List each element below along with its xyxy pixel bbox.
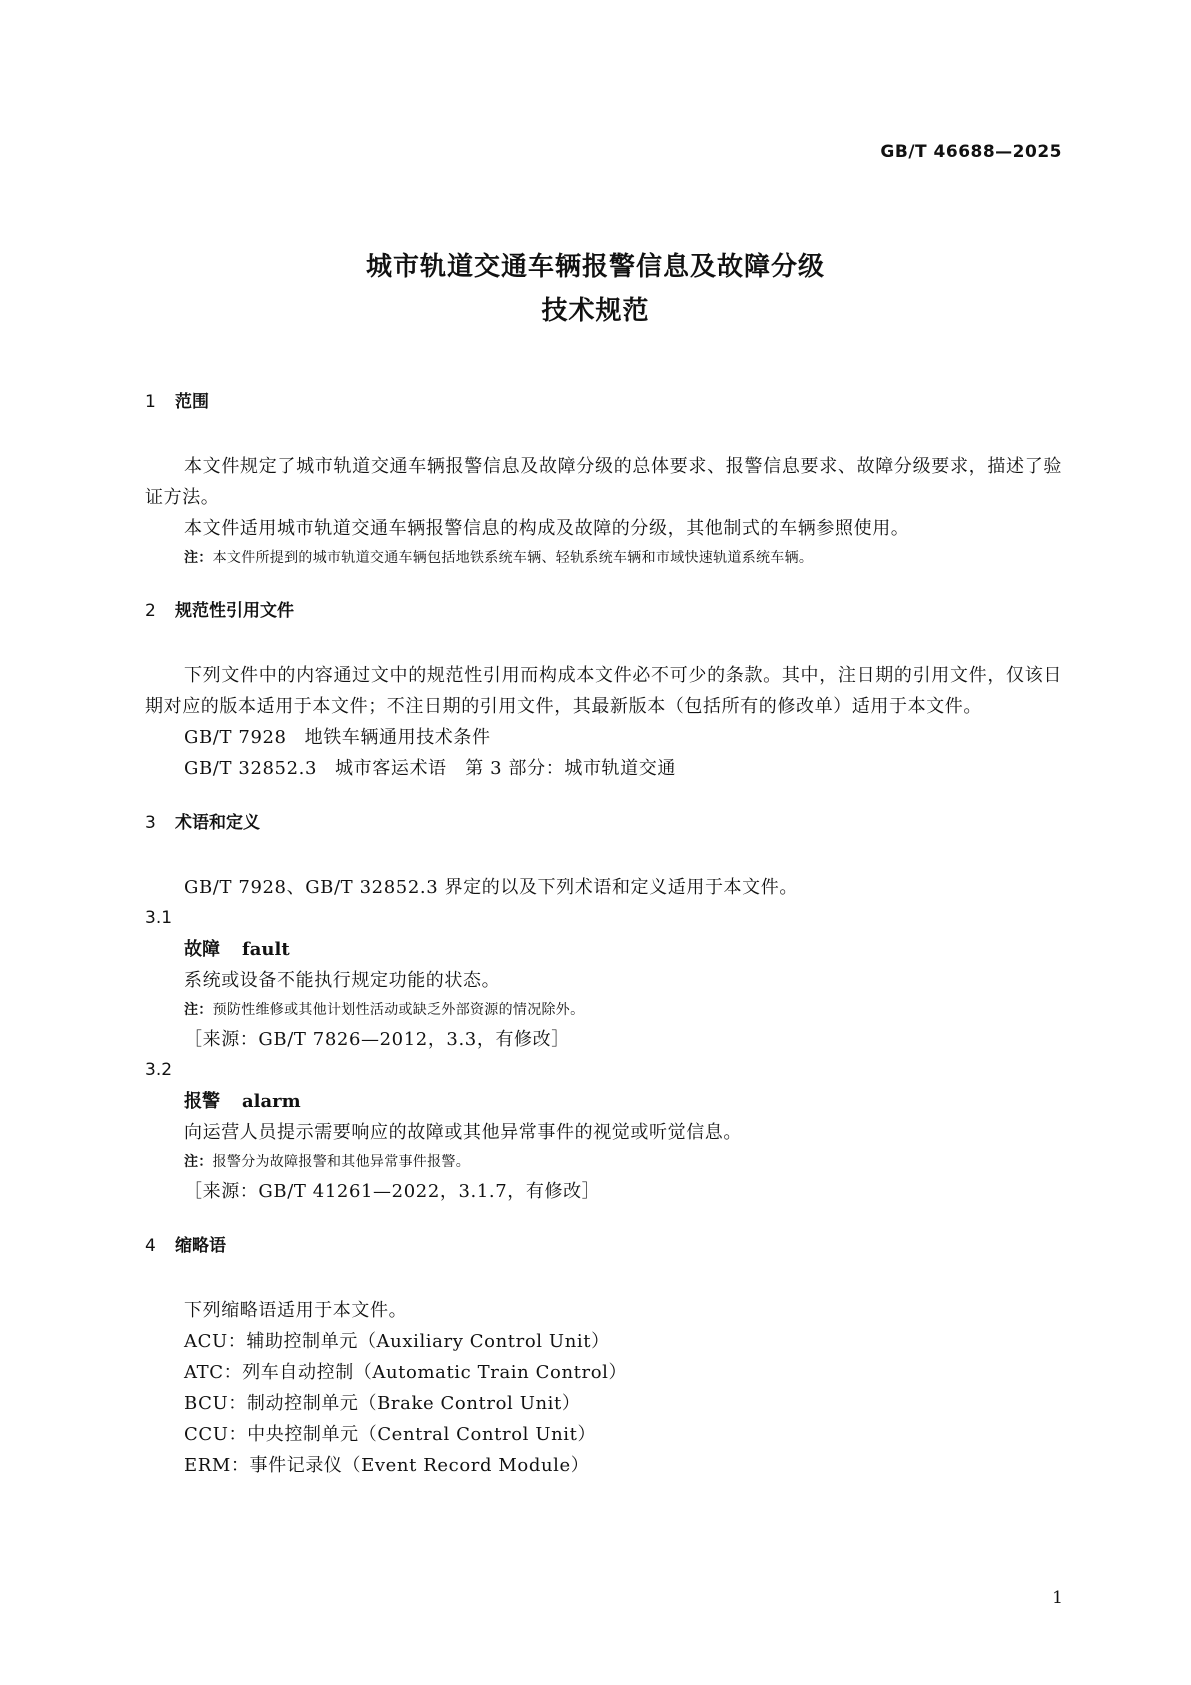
section-title: 术语和定义 (175, 813, 260, 833)
abbreviation-item: ACU：辅助控制单元（Auxiliary Control Unit） (184, 1331, 610, 1352)
note-text: 报警分为故障报警和其他异常事件报警。 (212, 1154, 471, 1170)
term-number: 3.1 (145, 908, 173, 928)
paragraph: GB/T 7928、GB/T 32852.3 界定的以及下列术语和定义适用于本文件。 (184, 877, 798, 898)
reference-code: GB/T 7928 (184, 727, 287, 748)
abbreviation-item: ERM：事件记录仪（Event Record Module） (184, 1455, 590, 1476)
paragraph: 下列文件中的内容通过文中的规范性引用而构成本文件必不可少的条款。其中，注日期的引用文件，仅该日期对应的版本适用于本文件；不注日期的引用文件，其最新版本（包括所有的修改单）适用于本文件。 (145, 665, 1062, 717)
section-number: 4 (145, 1236, 156, 1256)
note (145, 544, 1062, 572)
reference-title: 地铁车辆通用技术条件 (304, 727, 491, 748)
term-en: fault (242, 939, 290, 960)
paragraph: 下列缩略语适用于本文件。 (184, 1300, 408, 1321)
term-en: alarm (242, 1091, 301, 1112)
term-source: ［来源：GB/T 41261—2022，3.1.7，有修改］ (184, 1181, 601, 1202)
section-number: 1 (145, 392, 156, 412)
term-zh: 故障 (184, 939, 220, 960)
section-title: 缩略语 (175, 1236, 226, 1256)
document-title-line2: 技术规范 (541, 296, 650, 326)
term-number: 3.2 (145, 1060, 173, 1080)
note-text: 本文件所提到的城市轨道交通车辆包括地铁系统车辆、轻轨系统车辆和市域快速轨道系统车辆。 (212, 550, 814, 566)
reference-item (145, 753, 1062, 784)
section-heading-normative-references (145, 594, 1062, 628)
term-zh: 报警 (184, 1091, 220, 1112)
section-number: 3 (145, 813, 156, 833)
term-entry (145, 1086, 1062, 1117)
standard-code: GB/T 46688—2025 (880, 142, 1062, 162)
document-body (145, 385, 1062, 1481)
note-label: 注： (184, 550, 213, 566)
abbreviation-item: CCU：中央控制单元（Central Control Unit） (184, 1424, 597, 1445)
term-entry (145, 934, 1062, 965)
note-label: 注： (184, 1154, 213, 1170)
paragraph: 本文件规定了城市轨道交通车辆报警信息及故障分级的总体要求、报警信息要求、故障分级要求，描述了验证方法。 (145, 456, 1062, 508)
paragraph: 本文件适用城市轨道交通车辆报警信息的构成及故障的分级，其他制式的车辆参照使用。 (184, 518, 910, 539)
page-number: 1 (1052, 1588, 1063, 1608)
section-heading-scope (145, 385, 1062, 419)
term-definition: 向运营人员提示需要响应的故障或其他异常事件的视觉或听觉信息。 (184, 1122, 742, 1143)
note-label: 注： (184, 1002, 213, 1018)
abbreviation-item: BCU：制动控制单元（Brake Control Unit） (184, 1393, 581, 1414)
reference-item (145, 722, 1062, 753)
note (145, 996, 1062, 1024)
note (145, 1148, 1062, 1176)
abbreviation-item: ATC：列车自动控制（Automatic Train Control） (184, 1362, 628, 1383)
reference-title: 城市客运术语 第 3 部分：城市轨道交通 (335, 758, 676, 779)
section-number: 2 (145, 601, 156, 621)
section-heading-terms-definitions (145, 806, 1062, 840)
term-definition: 系统或设备不能执行规定功能的状态。 (184, 970, 501, 991)
reference-code: GB/T 32852.3 (184, 758, 318, 779)
section-title: 规范性引用文件 (175, 601, 294, 621)
note-text: 预防性维修或其他计划性活动或缺乏外部资源的情况除外。 (212, 1002, 585, 1018)
section-heading-abbreviations (145, 1229, 1062, 1263)
section-title: 范围 (175, 392, 209, 412)
term-source: ［来源：GB/T 7826—2012，3.3，有修改］ (184, 1029, 570, 1050)
document-title-line1: 城市轨道交通车辆报警信息及故障分级 (365, 252, 825, 282)
